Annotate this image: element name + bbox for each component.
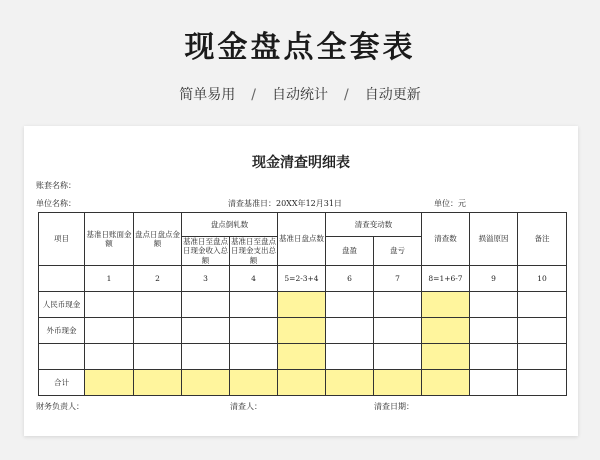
table-cell[interactable]: [326, 344, 374, 370]
account-name-label: 账套名称：: [36, 181, 76, 190]
table-cell[interactable]: [470, 318, 518, 344]
finance-manager-label: 财务负责人：: [36, 402, 84, 411]
table-cell[interactable]: [470, 344, 518, 370]
table-row: [39, 344, 567, 370]
formula-cell: [422, 370, 470, 396]
table-cell[interactable]: [470, 370, 518, 396]
index-cell: 5=2-3+4: [278, 266, 326, 292]
formula-cell: [374, 370, 422, 396]
table-cell[interactable]: [374, 318, 422, 344]
sheet-title: 现金清查明细表: [252, 155, 350, 171]
formula-cell: [326, 370, 374, 396]
table-cell[interactable]: [230, 344, 278, 370]
tagline-separator: /: [344, 87, 349, 103]
row-label-rmb: 人民币现金: [39, 292, 85, 318]
spreadsheet-preview: [24, 126, 578, 436]
table-cell[interactable]: [518, 292, 567, 318]
index-cell: 10: [518, 266, 567, 292]
tagline-auto-update: 自动更新: [364, 87, 421, 103]
table-cell[interactable]: [326, 292, 374, 318]
table-cell[interactable]: [326, 318, 374, 344]
row-label-total: 合计: [39, 370, 85, 396]
index-cell: 3: [182, 266, 230, 292]
table-cell[interactable]: [230, 292, 278, 318]
table-cell[interactable]: [134, 318, 182, 344]
table-cell[interactable]: [470, 292, 518, 318]
header-loss: 盘亏: [374, 237, 422, 266]
tagline-separator: /: [251, 87, 256, 103]
table-cell[interactable]: [182, 344, 230, 370]
checker-label: 清查人：: [230, 402, 262, 411]
index-cell: 2: [134, 266, 182, 292]
table-cell[interactable]: [518, 370, 567, 396]
table-cell: [39, 266, 85, 292]
table-cell[interactable]: [182, 292, 230, 318]
header-rollback-out: 基准日至盘点日现金支出总额: [231, 237, 276, 265]
formula-cell: [278, 318, 326, 344]
formula-cell: [230, 370, 278, 396]
formula-cell: [134, 370, 182, 396]
page-title: 现金盘点全套表: [184, 30, 416, 65]
header-base-book: 基准日账面金额: [85, 213, 134, 266]
formula-cell: [85, 370, 134, 396]
formula-cell: [278, 344, 326, 370]
table-cell[interactable]: [518, 344, 567, 370]
formula-cell: [422, 344, 470, 370]
total-row: [39, 370, 567, 396]
currency-unit-label: 单位：元: [434, 199, 466, 208]
row-label-blank: [39, 344, 85, 370]
formula-cell: [422, 292, 470, 318]
check-date-label: 清查日期：: [374, 402, 414, 411]
formula-cell: [422, 318, 470, 344]
table-cell[interactable]: [85, 318, 134, 344]
row-label-foreign: 外币现金: [39, 318, 85, 344]
base-date-label: 清查基准日：20XX年12月31日: [228, 199, 342, 208]
table-cell[interactable]: [374, 344, 422, 370]
formula-cell: [182, 370, 230, 396]
tagline-bar: [0, 84, 600, 104]
formula-cell: [278, 370, 326, 396]
tagline-auto-stats: 自动统计: [272, 87, 328, 103]
index-cell: 9: [470, 266, 518, 292]
formula-cell: [278, 292, 326, 318]
cash-check-table: [38, 212, 567, 396]
table-cell[interactable]: [230, 318, 278, 344]
index-cell: 1: [85, 266, 134, 292]
header-rollback: 盘点倒轧数: [182, 213, 278, 237]
index-cell: 4: [230, 266, 278, 292]
index-cell: 7: [374, 266, 422, 292]
header-note: 备注: [518, 213, 567, 266]
index-row: [39, 266, 567, 292]
tagline-easy: 简单易用: [179, 87, 236, 103]
table-cell[interactable]: [134, 344, 182, 370]
index-cell: 6: [326, 266, 374, 292]
header-cleared: 清查数: [422, 213, 470, 266]
table-cell[interactable]: [518, 318, 567, 344]
table-cell[interactable]: [85, 344, 134, 370]
index-cell: 8=1+6-7: [422, 266, 470, 292]
header-change: 清查变动数: [326, 213, 422, 237]
table-cell[interactable]: [85, 292, 134, 318]
header-item: 项目: [39, 213, 85, 266]
table-row: [39, 292, 567, 318]
header-base-count: 基准日盘点数: [278, 213, 326, 266]
header-count-day: 盘点日盘点金额: [134, 213, 182, 266]
table-cell[interactable]: [374, 292, 422, 318]
header-reason: 损溢原因: [470, 213, 518, 266]
unit-name-label: 单位名称：: [36, 199, 76, 208]
header-gain: 盘盈: [326, 237, 374, 266]
table-row: [39, 318, 567, 344]
header-rollback-in: 基准日至盘点日现金收入总额: [183, 237, 228, 265]
table-cell[interactable]: [134, 292, 182, 318]
table-cell[interactable]: [182, 318, 230, 344]
